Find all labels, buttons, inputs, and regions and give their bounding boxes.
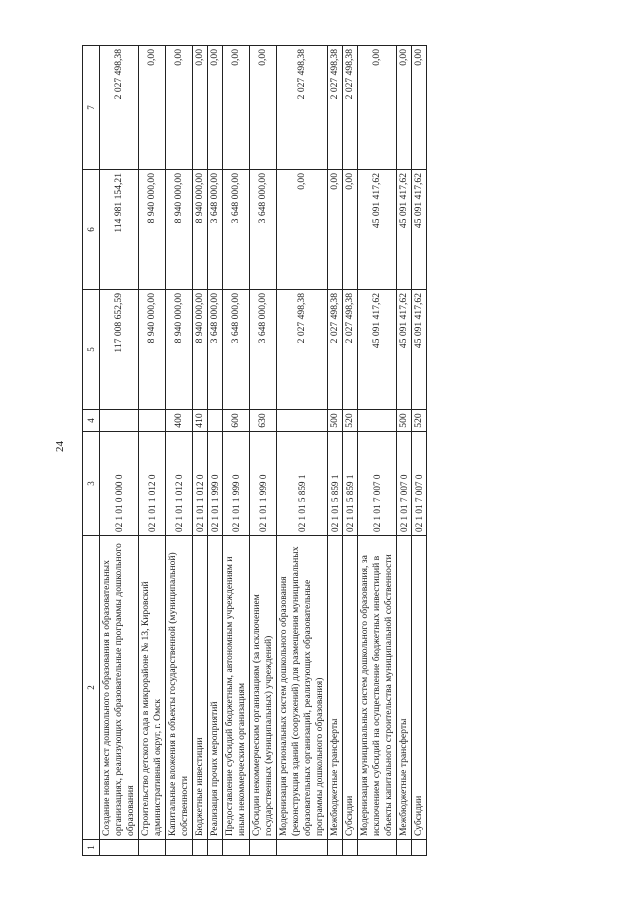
row-value7-cell: 0,00: [223, 46, 250, 170]
row-value7-cell: 2 027 498,38: [343, 46, 358, 170]
table-row: [397, 46, 412, 856]
column-header: 4: [83, 410, 100, 432]
column-header: 7: [83, 46, 100, 170]
row-value7-cell: 0,00: [139, 46, 166, 170]
row-code-cell: 02 1 01 1 012 0: [166, 432, 193, 536]
row-type-cell: 520: [343, 410, 358, 432]
row-value6-cell: 45 091 417,62: [412, 170, 427, 290]
row-value7-cell: 2 027 498,38: [100, 46, 139, 170]
row-type-cell: 520: [412, 410, 427, 432]
row-value6-cell: 3 648 000,00: [223, 170, 250, 290]
row-value5-cell: 8 940 000,00: [139, 290, 166, 410]
row-value6-cell: 114 981 154,21: [100, 170, 139, 290]
row-type-cell: [208, 410, 223, 432]
row-value5-cell: 45 091 417,62: [358, 290, 397, 410]
row-type-cell: [277, 410, 328, 432]
column-header: 1: [83, 840, 100, 856]
row-blank-cell: [397, 840, 412, 856]
rotated-table-container: [82, 46, 608, 856]
row-code-cell: 02 1 01 7 007 0: [358, 432, 397, 536]
row-value7-cell: 0,00: [358, 46, 397, 170]
row-value6-cell: 3 648 000,00: [250, 170, 277, 290]
table-row: [166, 46, 193, 856]
row-value5-cell: 2 027 498,38: [328, 290, 343, 410]
row-type-cell: [100, 410, 139, 432]
row-name-cell: Создание новых мест дошкольного образования в образовательных организациях, реализующих образовательные программы дошкольного образования: [100, 536, 139, 840]
row-name-cell: Субсидии некоммерческим организациям (за исключением государственных (муниципальных) учреждений): [250, 536, 277, 840]
row-code-cell: 02 1 01 5 859 1: [343, 432, 358, 536]
row-name-cell: Капитальные вложения в объекты государственной (муниципальной) собственности: [166, 536, 193, 840]
row-code-cell: 02 1 01 1 999 0: [208, 432, 223, 536]
row-value5-cell: 3 648 000,00: [223, 290, 250, 410]
row-value5-cell: 8 940 000,00: [166, 290, 193, 410]
row-type-cell: 500: [397, 410, 412, 432]
row-value6-cell: 0,00: [343, 170, 358, 290]
row-code-cell: 02 1 01 7 007 0: [412, 432, 427, 536]
row-type-cell: 410: [193, 410, 208, 432]
table-row: [277, 46, 328, 856]
row-code-cell: 02 1 01 5 859 1: [277, 432, 328, 536]
row-code-cell: 02 1 01 1 012 0: [193, 432, 208, 536]
row-blank-cell: [223, 840, 250, 856]
row-value7-cell: 0,00: [193, 46, 208, 170]
table-row: [412, 46, 427, 856]
header-row: [83, 46, 100, 856]
row-blank-cell: [277, 840, 328, 856]
table-row: [139, 46, 166, 856]
row-code-cell: 02 1 01 5 859 1: [328, 432, 343, 536]
row-value6-cell: 0,00: [328, 170, 343, 290]
row-value6-cell: 45 091 417,62: [358, 170, 397, 290]
row-type-cell: 630: [250, 410, 277, 432]
row-value7-cell: 0,00: [412, 46, 427, 170]
row-type-cell: 400: [166, 410, 193, 432]
row-blank-cell: [358, 840, 397, 856]
row-value5-cell: 8 940 000,00: [193, 290, 208, 410]
table-row: [358, 46, 397, 856]
row-blank-cell: [250, 840, 277, 856]
row-value5-cell: 3 648 000,00: [208, 290, 223, 410]
row-value7-cell: 0,00: [166, 46, 193, 170]
row-name-cell: Межбюджетные трансферты: [328, 536, 343, 840]
row-name-cell: Бюджетные инвестиции: [193, 536, 208, 840]
column-header: 2: [83, 536, 100, 840]
row-code-cell: 02 1 01 0 000 0: [100, 432, 139, 536]
table-row: [100, 46, 139, 856]
row-value7-cell: 2 027 498,38: [277, 46, 328, 170]
row-value7-cell: 0,00: [208, 46, 223, 170]
row-blank-cell: [343, 840, 358, 856]
row-blank-cell: [328, 840, 343, 856]
table-row: [193, 46, 208, 856]
row-blank-cell: [193, 840, 208, 856]
row-name-cell: Межбюджетные трансферты: [397, 536, 412, 840]
row-value6-cell: 3 648 000,00: [208, 170, 223, 290]
row-name-cell: Модернизация региональных систем дошкольного образования (реконструкция зданий (сооружений) для размещения муниципальных образовательных организаций, реализующих образовательные программы дошкольного образования): [277, 536, 328, 840]
budget-table: [82, 45, 427, 856]
column-header: 5: [83, 290, 100, 410]
table-row: [223, 46, 250, 856]
row-name-cell: Предоставление субсидий бюджетным, автономным учреждениям и иным некоммерческим организациям: [223, 536, 250, 840]
row-code-cell: 02 1 01 1 999 0: [223, 432, 250, 536]
row-blank-cell: [100, 840, 139, 856]
row-type-cell: [139, 410, 166, 432]
row-value5-cell: 2 027 498,38: [343, 290, 358, 410]
row-value6-cell: 0,00: [277, 170, 328, 290]
row-value7-cell: 2 027 498,38: [328, 46, 343, 170]
row-value6-cell: 45 091 417,62: [397, 170, 412, 290]
row-value6-cell: 8 940 000,00: [193, 170, 208, 290]
row-blank-cell: [139, 840, 166, 856]
row-name-cell: Субсидии: [412, 536, 427, 840]
row-value5-cell: 45 091 417,62: [397, 290, 412, 410]
row-value5-cell: 117 008 652,59: [100, 290, 139, 410]
page-number: 24: [54, 441, 66, 452]
row-type-cell: 600: [223, 410, 250, 432]
column-header: 3: [83, 432, 100, 536]
row-value6-cell: 8 940 000,00: [166, 170, 193, 290]
row-blank-cell: [208, 840, 223, 856]
row-name-cell: Модернизация муниципальных систем дошкольного образования, за исключением субсидий на осуществление бюджетных инвестиций в объекты капитального строительства муниципальной собственности: [358, 536, 397, 840]
row-name-cell: Строительство детского сада в микрорайоне № 13, Кировский административный округ, г. Омск: [139, 536, 166, 840]
row-code-cell: 02 1 01 1 012 0: [139, 432, 166, 536]
row-value5-cell: 3 648 000,00: [250, 290, 277, 410]
table-row: [208, 46, 223, 856]
row-value5-cell: 45 091 417,62: [412, 290, 427, 410]
row-type-cell: 500: [328, 410, 343, 432]
row-type-cell: [358, 410, 397, 432]
row-value7-cell: 0,00: [250, 46, 277, 170]
table-row: [250, 46, 277, 856]
table-row: [328, 46, 343, 856]
table-row: [343, 46, 358, 856]
row-blank-cell: [412, 840, 427, 856]
column-header: 6: [83, 170, 100, 290]
row-value5-cell: 2 027 498,38: [277, 290, 328, 410]
row-blank-cell: [166, 840, 193, 856]
row-code-cell: 02 1 01 7 007 0: [397, 432, 412, 536]
row-value6-cell: 8 940 000,00: [139, 170, 166, 290]
row-value7-cell: 0,00: [397, 46, 412, 170]
row-code-cell: 02 1 01 1 999 0: [250, 432, 277, 536]
row-name-cell: Субсидии: [343, 536, 358, 840]
row-name-cell: Реализация прочих мероприятий: [208, 536, 223, 840]
